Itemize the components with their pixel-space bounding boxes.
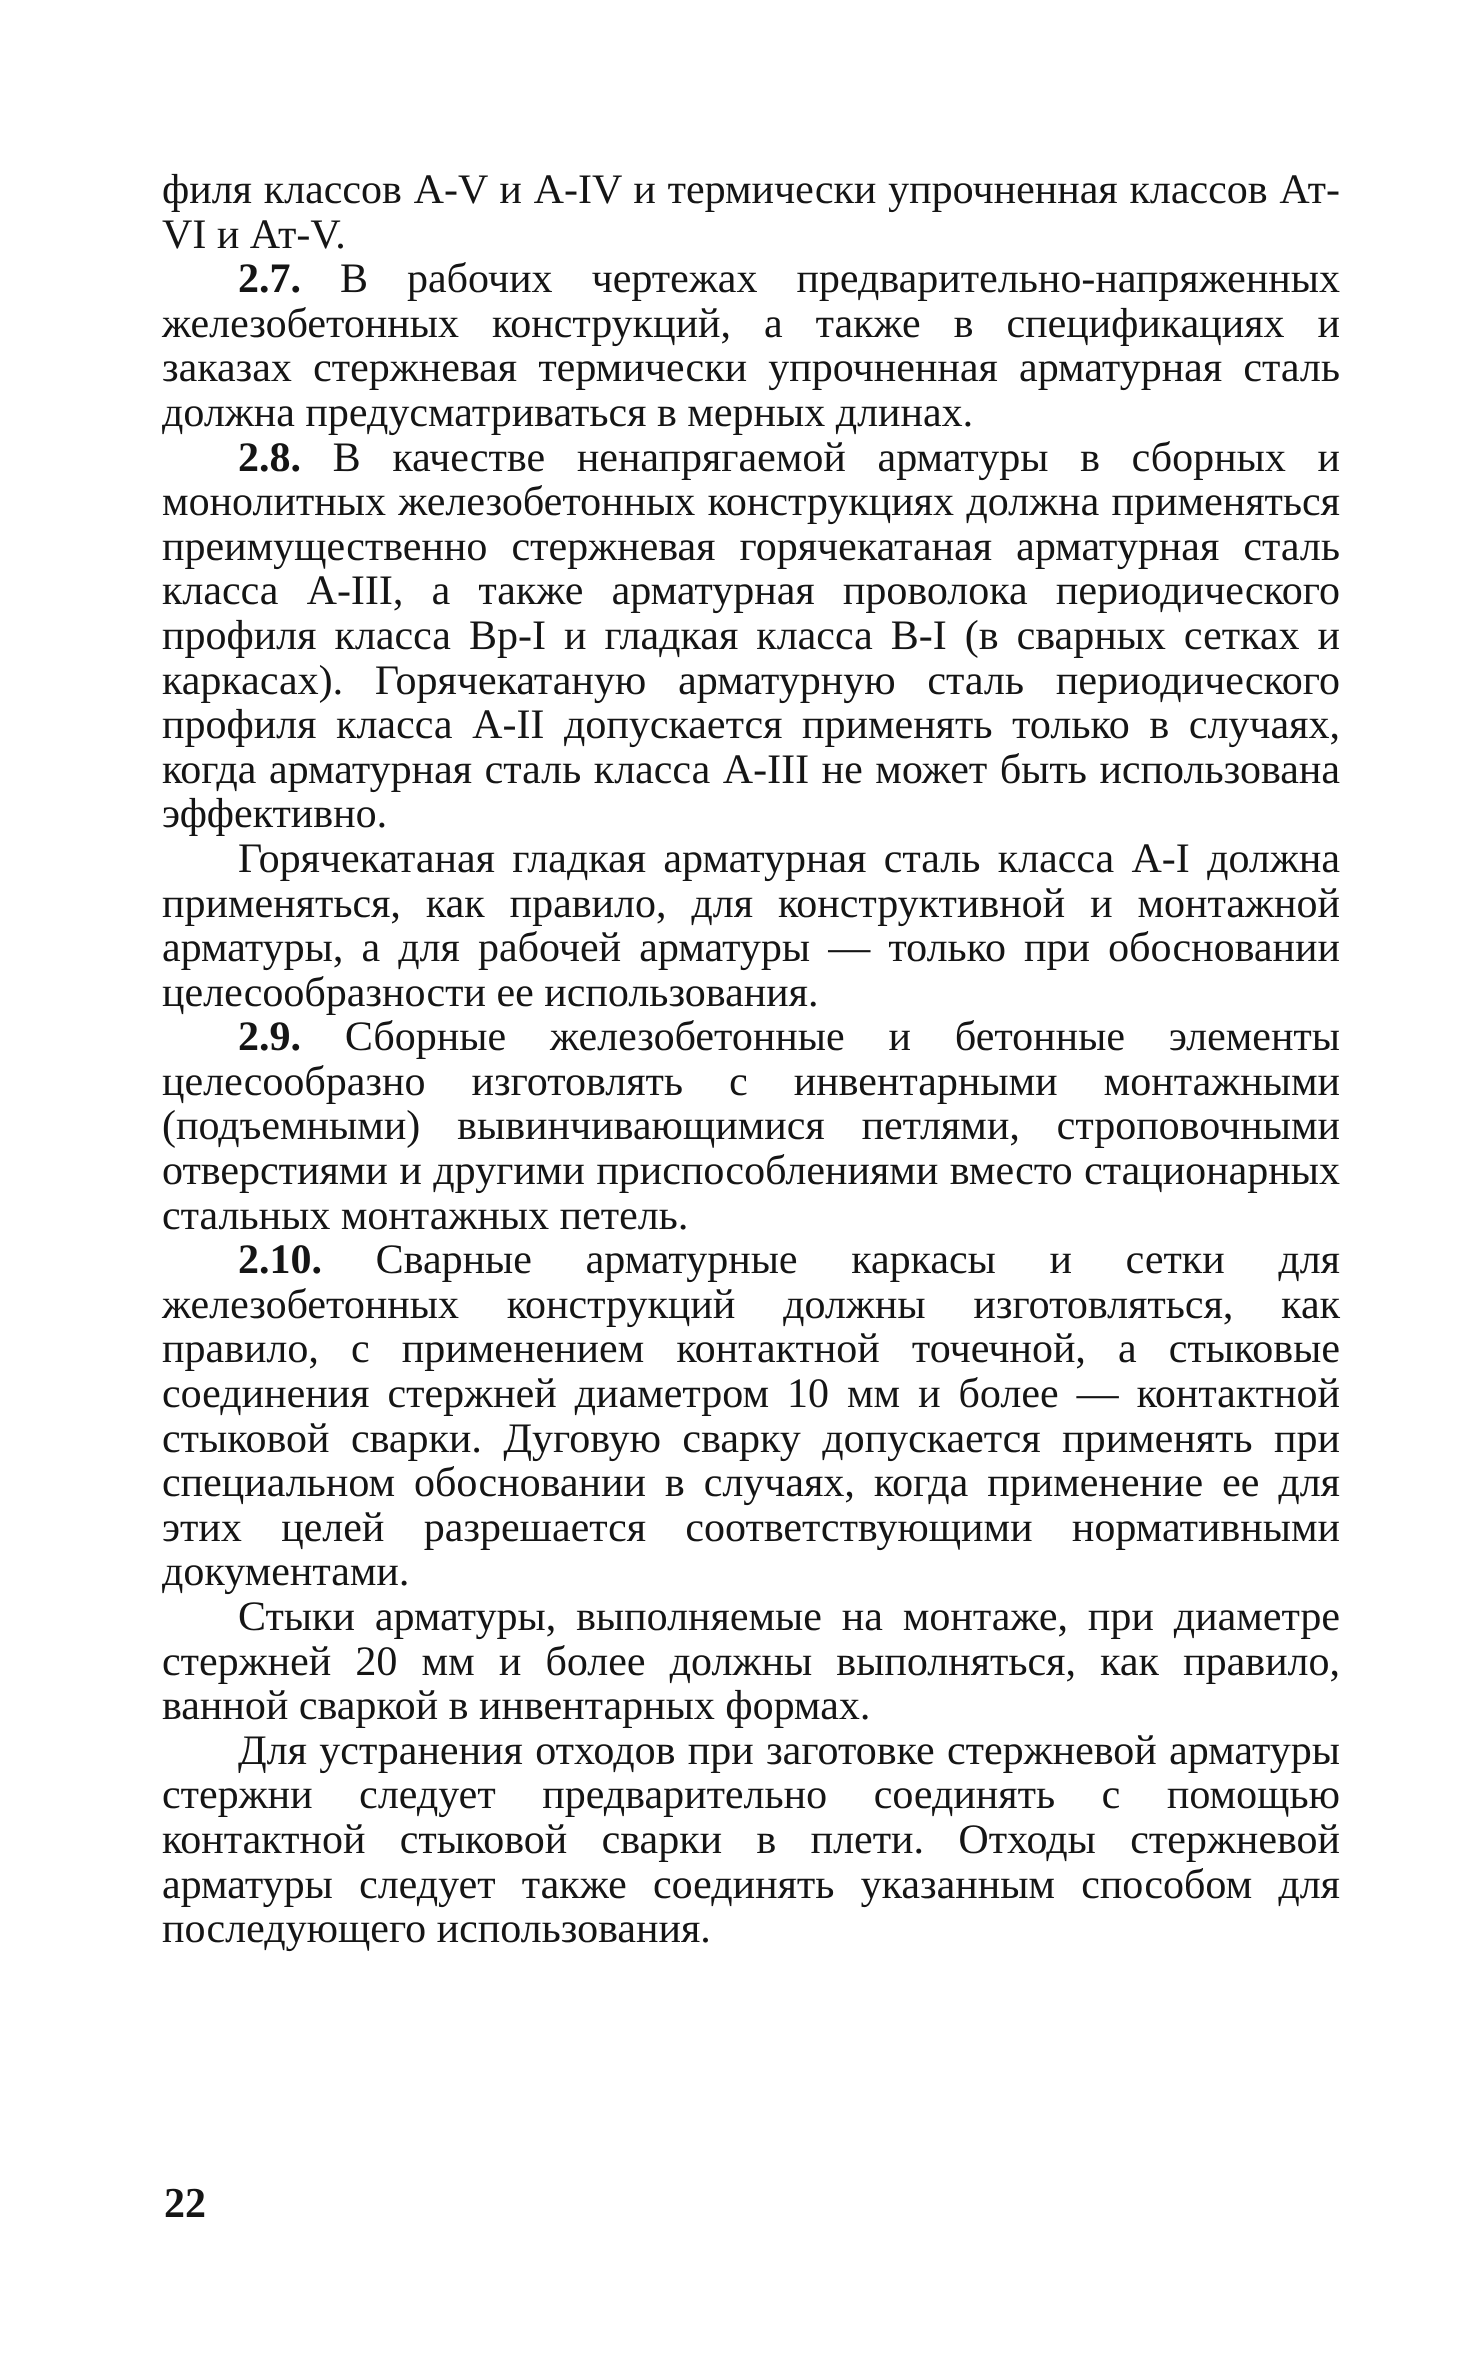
section-number: 2.7. <box>238 256 301 303</box>
section-number: 2.10. <box>238 1237 322 1284</box>
paragraph-text: Сборные железобетонные и бетонные элементы целесообразно изготовлять с инвентарными монтажными (подъемными) вывинчивающимися петлями, строповочными отверстиями и другими приспособлениями вместо стационарных стальных монтажных петель. <box>162 1014 1340 1239</box>
section-number: 2.9. <box>238 1014 301 1061</box>
paragraph <box>162 257 1340 435</box>
paragraph-text: Стыки арматуры, выполняемые на монтаже, при диаметре стержней 20 мм и более должны выполняться, как правило, ванной сваркой в инвентарных формах. <box>162 1594 1340 1730</box>
paragraph <box>162 1238 1340 1595</box>
document-body <box>162 168 1340 1952</box>
paragraph <box>162 168 1340 257</box>
section-number: 2.8. <box>238 434 301 481</box>
paragraph-text: В качестве ненапрягаемой арматуры в сборных и монолитных железобетонных конструкциях должна применяться преимущественно стержневая горячекатаная арматурная сталь класса A-III, а также арматурная проволока периодического профиля класса Вр-I и гладкая класса B-I (в сварных сетках и каркасах). Горячекатаную арматурную сталь периодического профиля класса A-II допускается применять только в случаях, когда арматурная сталь класса A-III не может быть использована эффективно. <box>162 434 1340 838</box>
paragraph <box>162 837 1340 1015</box>
paragraph <box>162 1595 1340 1729</box>
paragraph <box>162 1015 1340 1238</box>
paragraph-text: Сварные арматурные каркасы и сетки для железобетонных конструкций должны изготовляться, как правило, с применением контактной точечной, а стыковые соединения стержней диаметром 10 мм и более — контактной стыковой сварки. Дуговую сварку допускается применять при специальном обосновании в случаях, когда применение ее для этих целей разрешается соответствующими нормативными документами. <box>162 1237 1340 1596</box>
paragraph <box>162 436 1340 837</box>
paragraph-text: Для устранения отходов при заготовке стержневой арматуры стержни следует предварительно соединять с помощью контактной стыковой сварки в плети. Отходы стержневой арматуры следует также соединять указанным способом для последующего использования. <box>162 1727 1340 1953</box>
paragraph <box>162 1729 1340 1952</box>
paragraph-text: Горячекатаная гладкая арматурная сталь класса A-I должна применяться, как правило, для конструктивной и монтажной арматуры, а для рабочей арматуры — только при обосновании целесообразности ее использования. <box>162 835 1340 1016</box>
paragraph-text: В рабочих чертежах предварительно-напряженных железобетонных конструкций, а также в спецификациях и заказах стержневая термически упрочненная арматурная сталь должна предусматриваться в мерных длинах. <box>162 256 1340 436</box>
paragraph-text: филя классов A-V и A-IV и термически упрочненная классов Ат-VI и Ат-V. <box>162 167 1340 258</box>
page-number: 22 <box>164 2181 206 2227</box>
